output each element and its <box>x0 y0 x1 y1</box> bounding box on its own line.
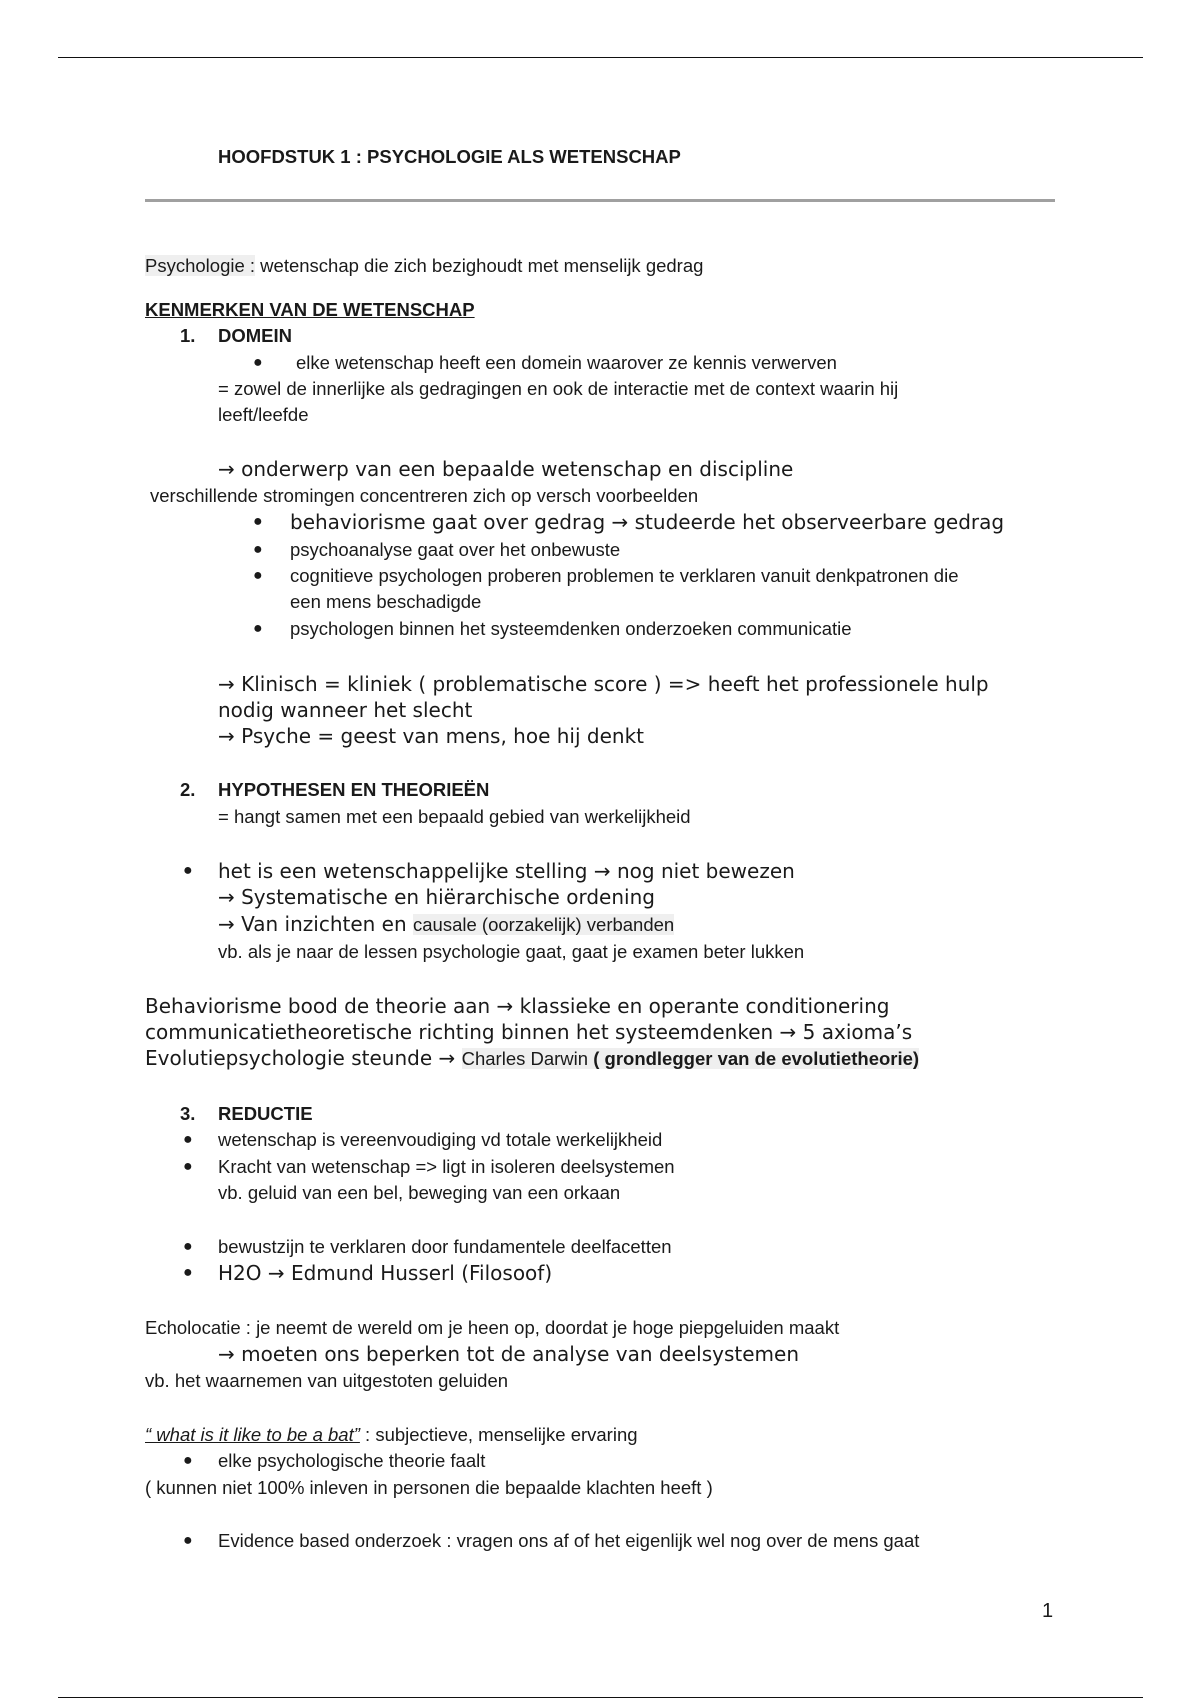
section-1-number: 1. <box>180 325 196 346</box>
echolocatie-example: vb. het waarnemen van uitgestoten geluiden <box>145 1370 509 1391</box>
darwin-note: ( grondlegger van de evolutietheorie) <box>588 1048 920 1069</box>
bullet-marker: ● <box>183 1158 193 1175</box>
bullet-marker: ● <box>253 620 263 637</box>
klinisch-line1: → Klinisch = kliniek ( problematische score ) => heeft het professionele hulp <box>218 672 989 696</box>
kenmerken-heading: KENMERKEN VAN DE WETENSCHAP <box>145 299 475 320</box>
bullet-marker: ● <box>183 1238 193 1255</box>
echolocatie-arrow: → moeten ons beperken tot de analyse van deelsystemen <box>218 1342 800 1366</box>
hypothesen-def: = hangt samen met een bepaald gebied van werkelijkheid <box>218 806 691 827</box>
bullet-marker: ● <box>253 567 263 584</box>
domein-arrow: → onderwerp van een bepaalde wetenschap en discipline <box>218 457 794 481</box>
section-3-heading: REDUCTIE <box>218 1103 313 1124</box>
header-rule <box>58 57 1143 58</box>
reductie-example: vb. geluid van een bel, beweging van een orkaan <box>218 1182 621 1203</box>
domein-def-line1: = zowel de innerlijke als gedragingen en ook de interactie met de context waarin hij <box>218 378 899 399</box>
section-1-heading: DOMEIN <box>218 325 292 346</box>
hypothese-example: vb. als je naar de lessen psychologie gaat, gaat je examen beter lukken <box>218 941 805 962</box>
stroming-item-3-line1: cognitieve psychologen proberen problemen te verklaren vanuit denkpatronen die <box>290 565 959 586</box>
stroming-item-3-line2: een mens beschadigde <box>290 591 482 612</box>
reductie-bullet-3: bewustzijn te verklaren door fundamentele deelfacetten <box>218 1236 672 1257</box>
section-3-number: 3. <box>180 1103 196 1124</box>
behaviorisme-line: Behaviorisme bood de theorie aan → klassieke en operante conditionering <box>145 994 890 1018</box>
bat-rest: : subjectieve, menselijke ervaring <box>359 1424 638 1445</box>
section-2-number: 2. <box>180 779 196 800</box>
page-title: HOOFDSTUK 1 : PSYCHOLOGIE ALS WETENSCHAP <box>218 146 681 167</box>
footer-rule <box>58 1697 1143 1698</box>
bullet-marker: ● <box>183 1532 193 1549</box>
intro-definition <box>145 253 703 279</box>
ordening-line: → Systematische en hiërarchische ordening <box>218 885 655 909</box>
title-rule <box>145 199 1055 202</box>
causale-highlight: causale (oorzakelijk) verbanden <box>413 914 675 935</box>
bullet-marker: ● <box>253 513 263 530</box>
bullet-marker: ● <box>253 354 263 371</box>
klinisch-line2: nodig wanneer het slecht <box>218 698 473 722</box>
reductie-bullet-4: H2O → Edmund Husserl (Filosoof) <box>218 1261 553 1285</box>
evidence-bullet: Evidence based onderzoek : vragen ons af of het eigenlijk wel nog over de mens gaat <box>218 1530 920 1551</box>
darwin-highlight: Charles Darwin <box>461 1048 589 1069</box>
stroming-item-2: psychoanalyse gaat over het onbewuste <box>290 539 621 560</box>
intro-rest: wetenschap die zich bezighoudt met menselijk gedrag <box>255 255 704 276</box>
echolocatie-line: Echolocatie : je neemt de wereld om je heen op, doordat je hoge piepgeluiden maakt <box>145 1317 840 1338</box>
domein-bullet: elke wetenschap heeft een domein waarover ze kennis verwerven <box>296 352 837 373</box>
bullet-marker: ● <box>183 1264 193 1281</box>
psyche-line: → Psyche = geest van mens, hoe hij denkt <box>218 724 644 748</box>
bullet-marker: ● <box>253 541 263 558</box>
evolutie-line: Evolutiepsychologie steunde → Charles Darwin ( grondlegger van de evolutietheorie) <box>145 1046 920 1070</box>
bat-line <box>145 1422 638 1448</box>
bullet-marker: ● <box>183 1452 193 1469</box>
page-number: 1 <box>1042 1600 1054 1622</box>
stroming-item-4: psychologen binnen het systeemdenken onderzoeken communicatie <box>290 618 852 639</box>
communicatie-line: communicatietheoretische richting binnen het systeemdenken → 5 axioma’s <box>145 1020 913 1044</box>
intro-term: Psychologie : <box>145 255 256 276</box>
hypothese-bullet: het is een wetenschappelijke stelling → nog niet bewezen <box>218 859 795 883</box>
domein-def-line2: leeft/leefde <box>218 404 309 425</box>
bat-bullet: elke psychologische theorie faalt <box>218 1450 486 1471</box>
inzichten-line: → Van inzichten en causale (oorzakelijk) verbanden <box>218 912 675 936</box>
reductie-bullet-1: wetenschap is vereenvoudiging vd totale werkelijkheid <box>218 1129 663 1150</box>
reductie-bullet-2: Kracht van wetenschap => ligt in isoleren deelsystemen <box>218 1156 675 1177</box>
section-2-heading: HYPOTHESEN EN THEORIEËN <box>218 779 490 800</box>
bullet-marker: ● <box>183 862 193 879</box>
stromingen-line: verschillende stromingen concentreren zich op versch voorbeelden <box>150 485 699 506</box>
bat-parenthetical: ( kunnen niet 100% inleven in personen die bepaalde klachten heeft ) <box>145 1477 713 1498</box>
bat-quote: “ what is it like to be a bat” <box>145 1424 360 1445</box>
bullet-marker: ● <box>183 1131 193 1148</box>
stroming-item-1: behaviorisme gaat over gedrag → studeerde het observeerbare gedrag <box>290 510 1005 534</box>
